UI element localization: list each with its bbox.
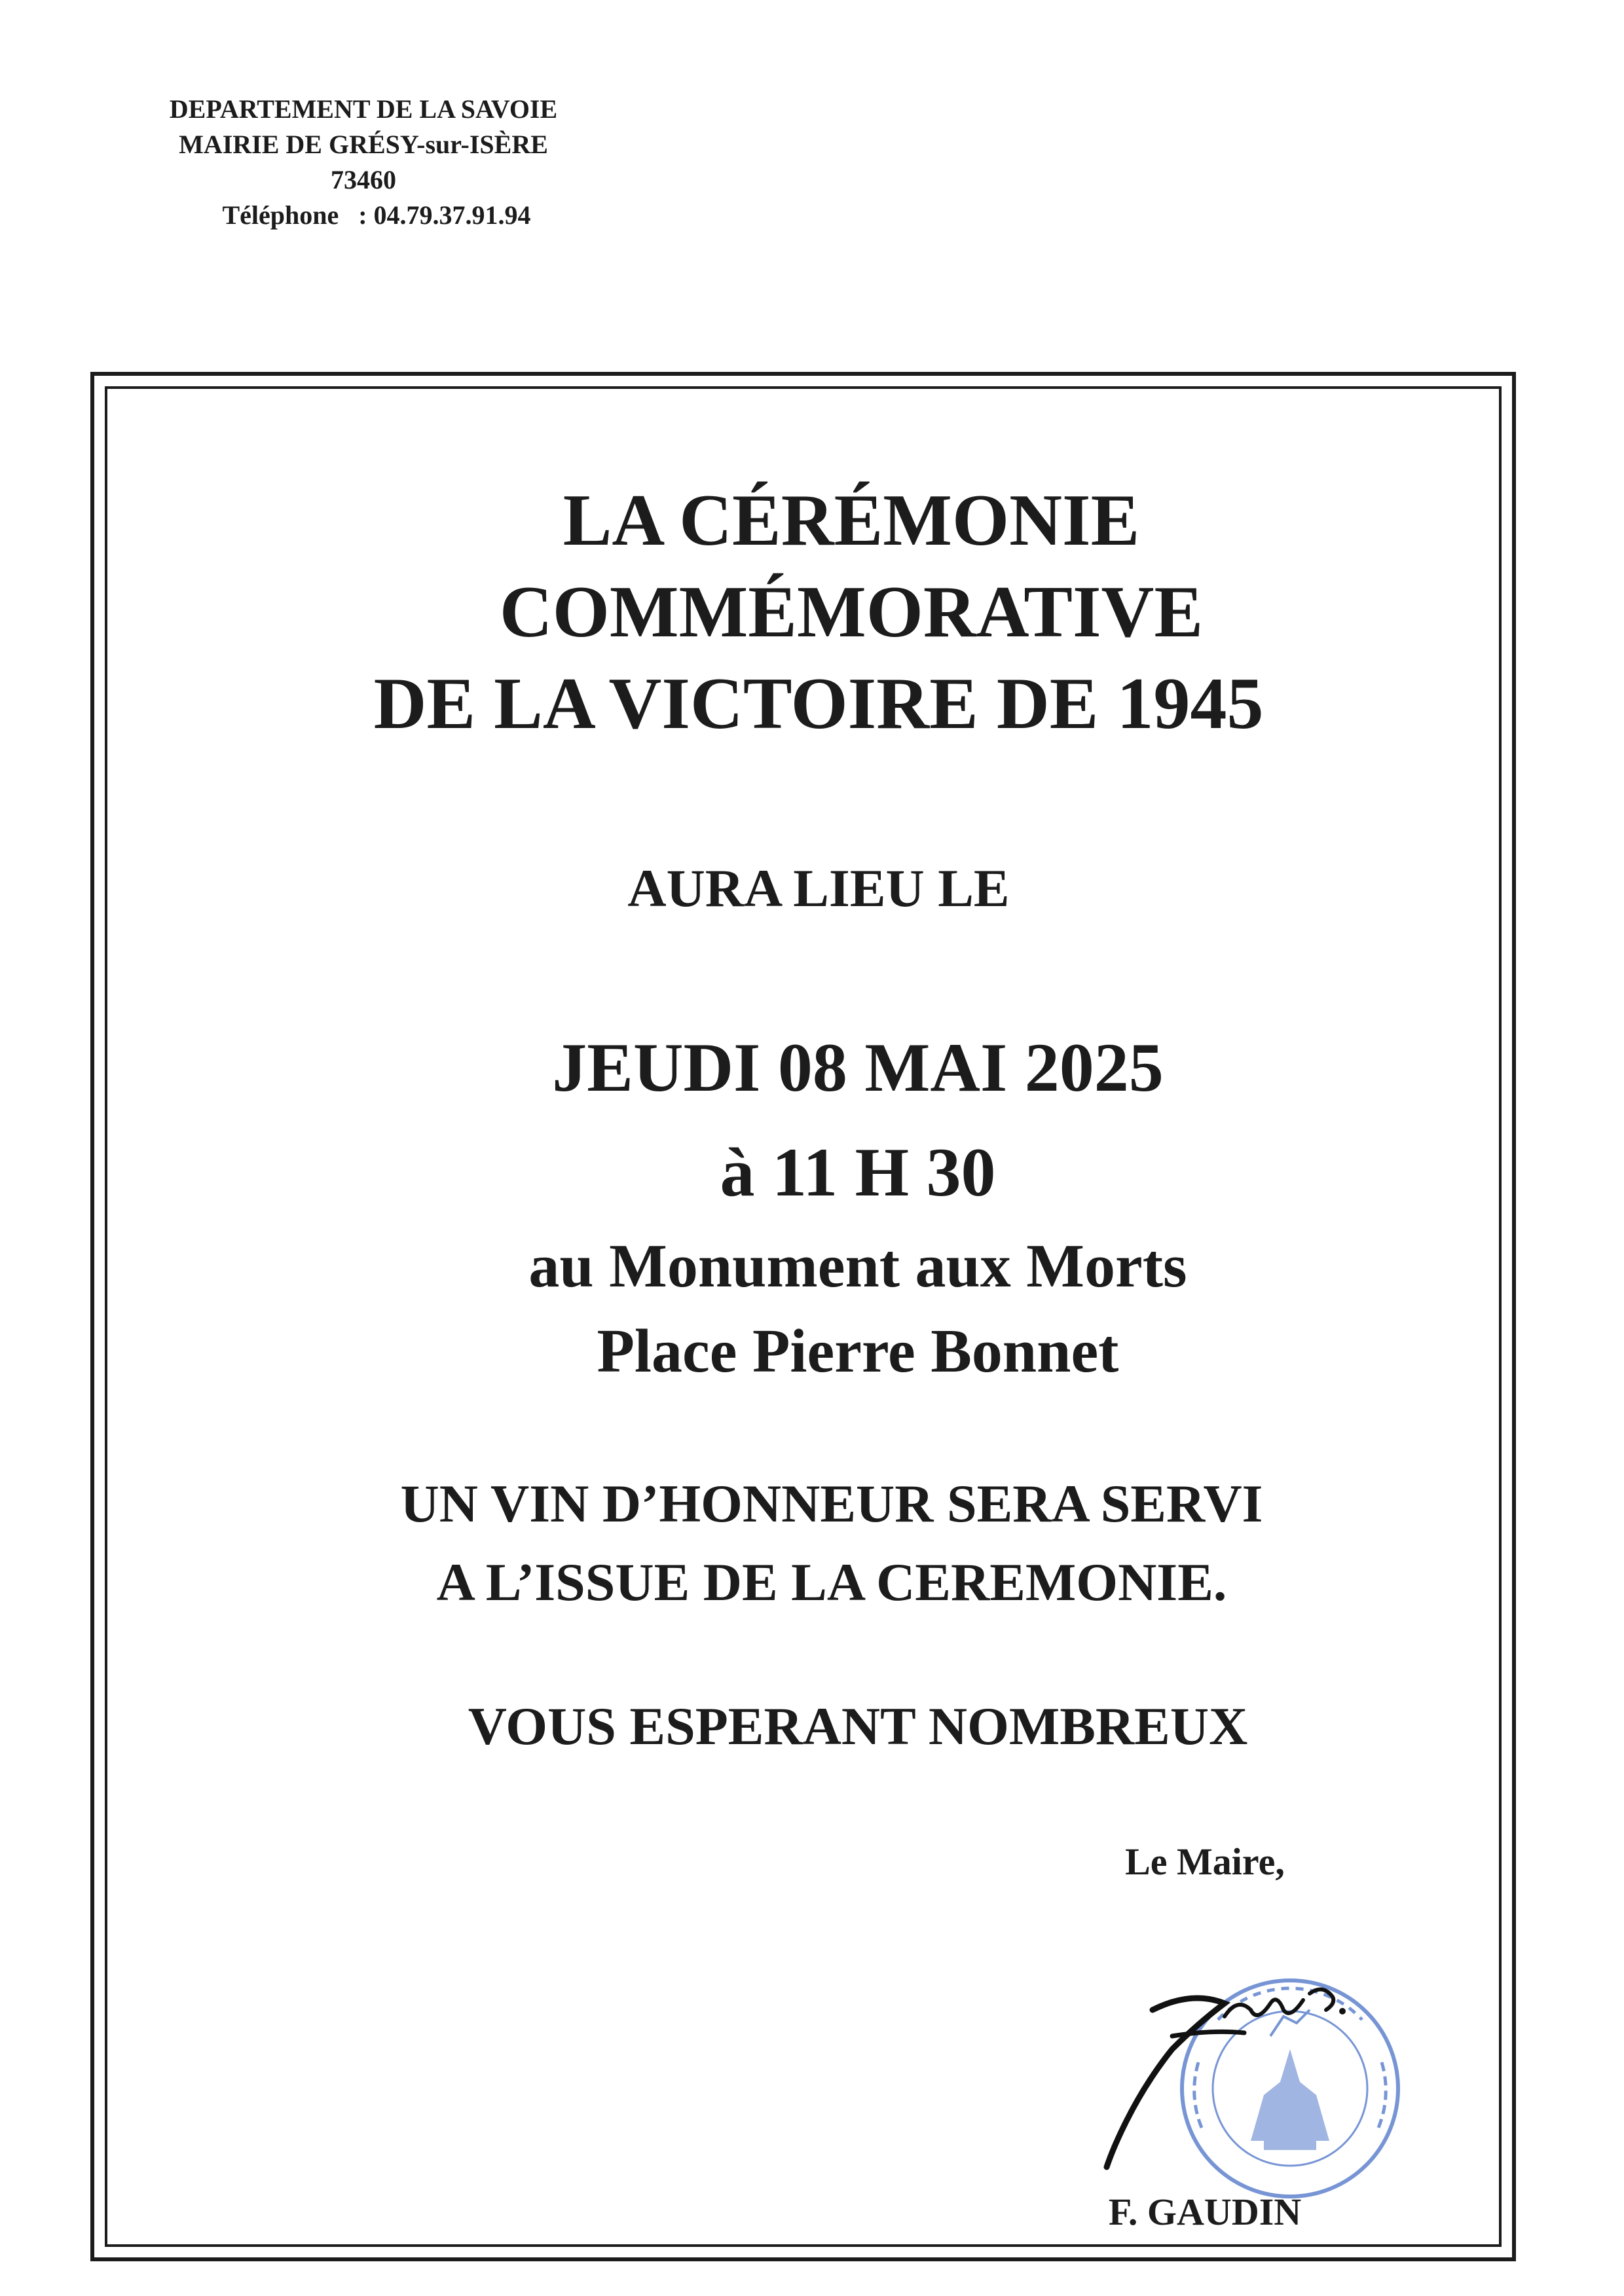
notice-line-2: A L’ISSUE DE LA CEREMONIE. xyxy=(436,1552,1227,1612)
mayor-title: Le Maire, xyxy=(1125,1840,1285,1883)
title-line-3: DE LA VICTOIRE DE 1945 xyxy=(373,663,1264,744)
title-line-2: COMMÉMORATIVE xyxy=(499,572,1204,653)
phone-number: : 04.79.37.91.94 xyxy=(358,200,531,230)
mairie-line: MAIRIE DE GRÉSY-sur-ISÈRE xyxy=(179,130,548,159)
lead-text: AURA LIEU LE xyxy=(627,858,1010,918)
signature-stamp-area xyxy=(1074,1964,1414,2213)
notice-line-1: UN VIN D’HONNEUR SERA SERVI xyxy=(400,1474,1263,1533)
mayor-stamp-and-signature xyxy=(1074,1964,1414,2213)
mayor-name: F. GAUDIN xyxy=(1108,2191,1302,2233)
event-date: JEUDI 08 MAI 2025 xyxy=(552,1029,1164,1106)
phone-line xyxy=(115,198,612,233)
postal-code: 73460 xyxy=(331,165,396,194)
event-location-1: au Monument aux Morts xyxy=(528,1232,1187,1300)
phone-label: Téléphone xyxy=(222,200,339,230)
event-time: à 11 H 30 xyxy=(720,1134,996,1211)
closing-line: VOUS ESPERANT NOMBREUX xyxy=(468,1696,1248,1756)
event-location-2: Place Pierre Bonnet xyxy=(597,1317,1119,1385)
mairie-header xyxy=(115,92,612,233)
department-line: DEPARTEMENT DE LA SAVOIE xyxy=(169,94,558,124)
title-line-1: LA CÉRÉMONIE xyxy=(563,480,1140,561)
